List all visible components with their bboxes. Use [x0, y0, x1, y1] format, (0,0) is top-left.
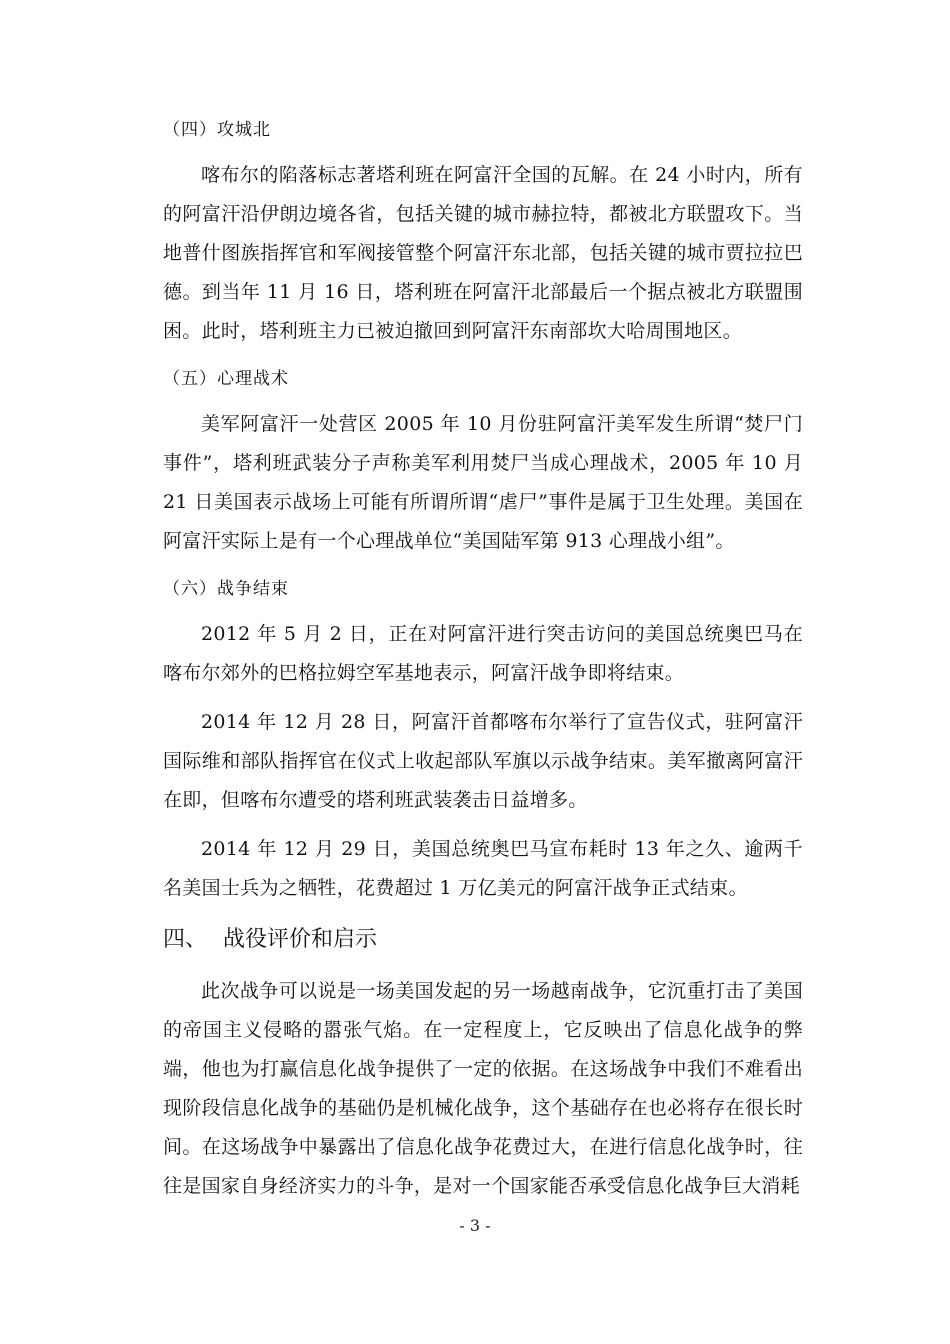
paragraph: 喀布尔的陷落标志著塔利班在阿富汗全国的瓦解。在 24 小时内，所有的阿富汗沿伊朗边境各省，包括关键的城市赫拉特，都被北方联盟攻下。当地普什图族指挥官和军阀接管整个阿富汗东北部，包括关键的城市贾拉拉巴德。到当年 11 月 16 日，塔利班在阿富汗北部最后一个据点被北方联盟围困。此时，塔利班主力已被迫撤回到阿富汗东南部坎大哈周围地区。: [163, 164, 803, 342]
section-heading-4: [163, 918, 803, 962]
paragraph: 美军阿富汗一处营区 2005 年 10 月份驻阿富汗美军发生所谓“焚尸门事件”，塔利班武装分子声称美军利用焚尸当成心理战术，2005 年 10 月 21 日美国表示战场上可能有所谓所谓“虐尸”事件是属于卫生处理。美国在阿富汗实际上是有一个心理战单位“美国陆军第 913 心理战小组”。: [163, 413, 803, 552]
subsection-heading-5: （五）心理战术: [163, 369, 289, 389]
paragraph: 此次战争可以说是一场美国发起的另一场越南战争，它沉重打击了美国的帝国主义侵略的嚣张气焰。在一定程度上，它反映出了信息化战争的弊端，他也为打赢信息化战争提供了一定的依据。在这场战争中我们不难看出现阶段信息化战争的基础仍是机械化战争，这个基础存在也必将存在很长时间。在这场战争中暴露出了信息化战争花费过大，在进行信息化战争时，往往是国家自身经济实力的斗争，是对一个国家能否承受信息化战争巨大消耗: [163, 980, 803, 1197]
paragraph: 2014 年 12 月 28 日，阿富汗首都喀布尔举行了宣告仪式，驻阿富汗国际维和部队指挥官在仪式上收起部队军旗以示战争结束。美军撤离阿富汗在即，但喀布尔遭受的塔利班武装袭击日益增多。: [163, 711, 803, 811]
page-number: - 3 -: [459, 1216, 491, 1235]
subsection-heading-6: （六）战争结束: [163, 579, 289, 599]
page-content: [163, 112, 803, 1216]
paragraph: 2014 年 12 月 29 日，美国总统奥巴马宣布耗时 13 年之久、逾两千名美国士兵为之牺牲，花费超过 1 万亿美元的阿富汗战争正式结束。: [163, 838, 803, 899]
section-number: 四、: [163, 927, 208, 952]
paragraph: 2012 年 5 月 2 日，正在对阿富汗进行突击访问的美国总统奥巴马在喀布尔郊外的巴格拉姆空军基地表示，阿富汗战争即将结束。: [163, 623, 803, 684]
subsection-heading-4: （四）攻城北: [163, 120, 271, 140]
section-title: 战役评价和启示: [223, 927, 378, 952]
